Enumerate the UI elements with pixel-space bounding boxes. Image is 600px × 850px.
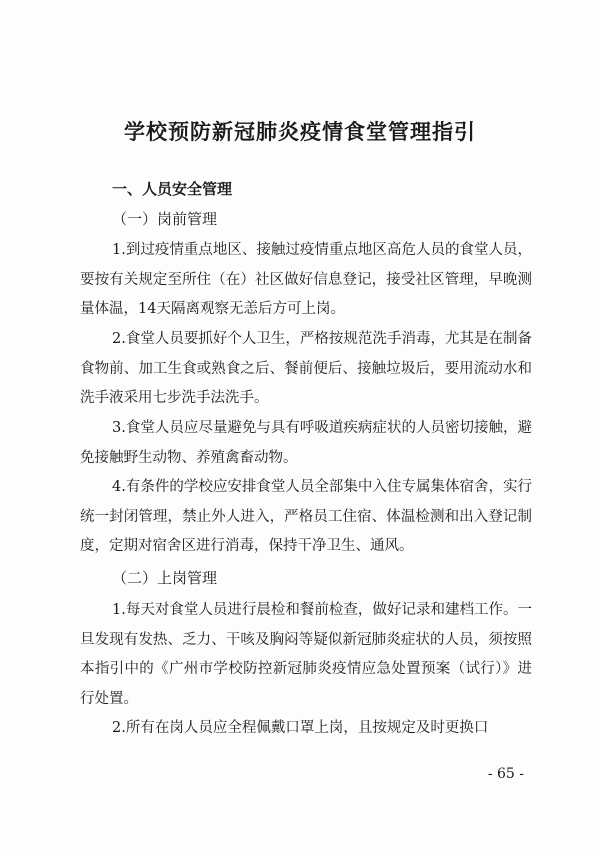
paragraph-pre-duty-1: 1.到过疫情重点地区、接触过疫情重点地区高危人员的食堂人员，要按有关规定至所住（在）社区做好信息登记，接受社区管理，早晚测量体温，14天隔离观察无恙后方可上岗。 bbox=[80, 242, 532, 317]
section-heading-personnel-safety: 一、人员安全管理 bbox=[112, 180, 233, 198]
document-title: 学校预防新冠肺炎疫情食堂管理指引 bbox=[124, 119, 476, 144]
page-number: - 65 - bbox=[487, 766, 524, 782]
subsection-heading-pre-duty: （一）岗前管理 bbox=[112, 210, 218, 228]
subsection-heading-on-duty: （二）上岗管理 bbox=[112, 569, 218, 587]
paragraph-on-duty-1: 1.每天对食堂人员进行晨检和餐前检查，做好记录和建档工作。一旦发现有发热、乏力、干咳及胸闷等疑似新冠肺炎症状的人员，须按照本指引中的《广州市学校防控新冠肺炎疫情应急处置预案（试行）》进行处置。 bbox=[80, 602, 532, 707]
paragraph-pre-duty-2: 2.食堂人员要抓好个人卫生，严格按规范洗手消毒，尤其是在制备食物前、加工生食或熟食之后、餐前便后、接触垃圾后，要用流动水和洗手液采用七步洗手法洗手。 bbox=[80, 331, 532, 406]
paragraph-on-duty-2: 2.所有在岗人员应全程佩戴口罩上岗，且按规定及时更换口 bbox=[112, 720, 489, 736]
paragraph-pre-duty-3: 3.食堂人员应尽量避免与具有呼吸道疾病症状的人员密切接触，避免接触野生动物、养殖禽畜动物。 bbox=[80, 420, 532, 466]
paragraph-pre-duty-4: 4.有条件的学校应安排食堂人员全部集中入住专属集体宿舍，实行统一封闭管理，禁止外人进入，严格员工住宿、体温检测和出入登记制度，定期对宿舍区进行消毒，保持干净卫生、通风。 bbox=[80, 479, 532, 554]
